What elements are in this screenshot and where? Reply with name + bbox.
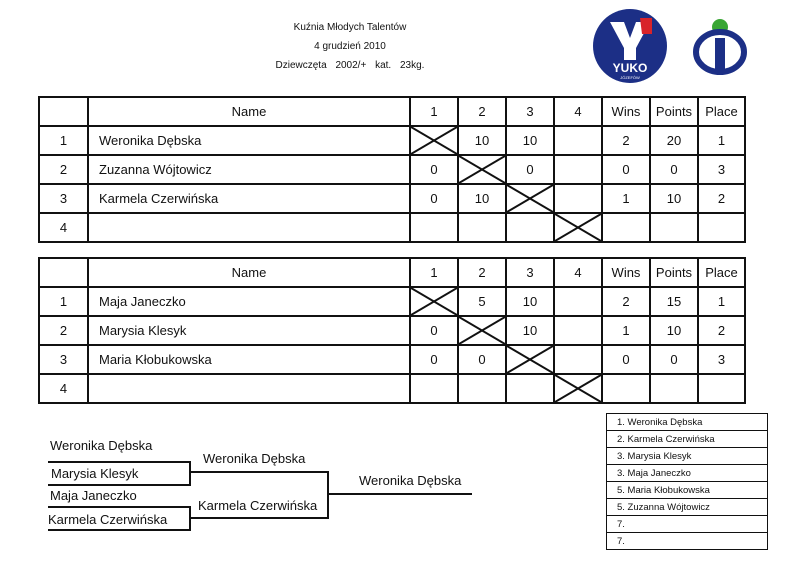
match-score [554,316,602,345]
ranking-row [607,482,768,499]
self-match-cell [410,126,458,155]
match-score [458,213,506,242]
ranking-row [607,516,768,533]
place-value: 2 [698,316,745,345]
ranking-row [607,533,768,550]
ranking-entry: 5. Zuzanna Wójtowicz [607,499,768,516]
competitor-name [88,213,410,242]
match-score [554,287,602,316]
ranking-row [607,414,768,431]
match-score: 5 [458,287,506,316]
match-score [554,184,602,213]
table-row [39,126,745,155]
category-weight: 23kg. [400,60,425,71]
cross-icon [507,185,553,212]
cross-icon [507,346,553,373]
cross-icon [411,127,457,154]
place-value: 3 [698,155,745,184]
points-value: 15 [650,287,698,316]
match-score [410,374,458,403]
match-score: 10 [506,287,554,316]
column-header: Points [650,97,698,126]
yuko-logo-subtext: JÓZEFÓW [620,75,640,80]
cross-icon [555,375,601,402]
points-value: 0 [650,345,698,374]
competitor-name: Maria Kłobukowska [88,345,410,374]
row-number: 3 [39,184,88,213]
pool-2-table [38,257,746,404]
column-header: 4 [554,258,602,287]
place-value: 1 [698,287,745,316]
competitor-name: Karmela Czerwińska [88,184,410,213]
match-score: 0 [458,345,506,374]
column-header: 2 [458,97,506,126]
yuko-logo [590,8,670,84]
info-logo-icon [686,16,754,76]
table-row [39,316,745,345]
wins-value [602,374,650,403]
column-header: Place [698,97,745,126]
table-row [39,213,745,242]
bracket-line [48,484,191,486]
ranking-entry: 2. Karmela Czerwińska [607,431,768,448]
table-row [39,374,745,403]
ranking-entry: 1. Weronika Dębska [607,414,768,431]
points-value [650,213,698,242]
bracket-semi2-bottom: Karmela Czerwińska [48,512,168,527]
match-score [506,374,554,403]
column-header [39,97,88,126]
match-score: 10 [506,316,554,345]
wins-value: 1 [602,184,650,213]
competitor-name: Marysia Klesyk [88,316,410,345]
column-header: Wins [602,97,650,126]
competitor-name: Weronika Dębska [88,126,410,155]
ranking-entry: 3. Marysia Klesyk [607,448,768,465]
header-row [39,258,745,287]
category-kat: kat. [375,60,392,71]
match-score [458,374,506,403]
ranking-entry: 5. Maria Kłobukowska [607,482,768,499]
points-value: 20 [650,126,698,155]
column-header: 1 [410,258,458,287]
column-header: Name [88,258,410,287]
competitor-name: Maja Janeczko [88,287,410,316]
match-score: 0 [410,155,458,184]
pool-1-table [38,96,746,243]
cross-icon [459,156,505,183]
match-score [410,213,458,242]
event-date: 4 grudzień 2010 [314,41,386,52]
place-value [698,213,745,242]
column-header: 3 [506,97,554,126]
column-header: 2 [458,258,506,287]
row-number: 1 [39,287,88,316]
wins-value: 2 [602,126,650,155]
column-header: 4 [554,97,602,126]
ranking-row [607,448,768,465]
match-score [554,155,602,184]
match-score [554,345,602,374]
yuko-logo-text: YUKO [612,61,648,75]
match-score: 10 [458,184,506,213]
event-header [230,18,470,75]
final-ranking-table [606,413,768,550]
self-match-cell [458,155,506,184]
column-header: Name [88,97,410,126]
bracket-semi1-top: Weronika Dębska [50,438,153,453]
column-header [39,258,88,287]
cross-icon [459,317,505,344]
competitor-name [88,374,410,403]
points-value: 10 [650,316,698,345]
table-row [39,345,745,374]
match-score: 10 [458,126,506,155]
event-category [230,56,470,75]
self-match-cell [506,345,554,374]
self-match-cell [506,184,554,213]
header-row [39,97,745,126]
bracket-line [191,471,329,473]
place-value [698,374,745,403]
wins-value [602,213,650,242]
wins-value: 1 [602,316,650,345]
bracket-final-top: Weronika Dębska [203,451,306,466]
table-row [39,287,745,316]
bracket-final-bottom: Karmela Czerwińska [198,498,318,513]
column-header: Wins [602,258,650,287]
self-match-cell [554,374,602,403]
bracket-line [327,471,329,519]
category-year: 2002/+ [335,60,367,71]
match-score [554,126,602,155]
ranking-entry: 7. [607,516,768,533]
row-number: 2 [39,155,88,184]
event-title: Kuźnia Młodych Talentów [293,22,407,33]
ranking-entry: 3. Maja Janeczko [607,465,768,482]
match-score [506,213,554,242]
row-number: 4 [39,374,88,403]
bracket-semi1-bottom: Marysia Klesyk [51,466,139,481]
match-score: 0 [410,184,458,213]
match-score: 0 [506,155,554,184]
column-header: 3 [506,258,554,287]
row-number: 1 [39,126,88,155]
competitor-name: Zuzanna Wójtowicz [88,155,410,184]
bracket-line [48,461,191,463]
bracket-line [48,529,191,531]
table-row [39,155,745,184]
row-number: 4 [39,213,88,242]
match-score: 10 [506,126,554,155]
column-header: Points [650,258,698,287]
column-header: 1 [410,97,458,126]
cross-icon [411,288,457,315]
row-number: 2 [39,316,88,345]
place-value: 1 [698,126,745,155]
points-value [650,374,698,403]
place-value: 2 [698,184,745,213]
wins-value: 0 [602,155,650,184]
self-match-cell [554,213,602,242]
ranking-entry: 7. [607,533,768,550]
bracket-line [191,517,329,519]
match-score: 0 [410,316,458,345]
cross-icon [555,214,601,241]
bracket-line [48,506,191,508]
table-row [39,184,745,213]
row-number: 3 [39,345,88,374]
ranking-row [607,431,768,448]
category-group: Dziewczęta [275,60,327,71]
bracket-winner: Weronika Dębska [359,473,462,488]
bracket-line [329,493,472,495]
place-value: 3 [698,345,745,374]
self-match-cell [410,287,458,316]
ranking-row [607,465,768,482]
wins-value: 2 [602,287,650,316]
bracket-line [189,461,191,486]
bracket-semi2-top: Maja Janeczko [50,488,137,503]
wins-value: 0 [602,345,650,374]
points-value: 0 [650,155,698,184]
column-header: Place [698,258,745,287]
self-match-cell [458,316,506,345]
match-score: 0 [410,345,458,374]
ranking-row [607,499,768,516]
points-value: 10 [650,184,698,213]
